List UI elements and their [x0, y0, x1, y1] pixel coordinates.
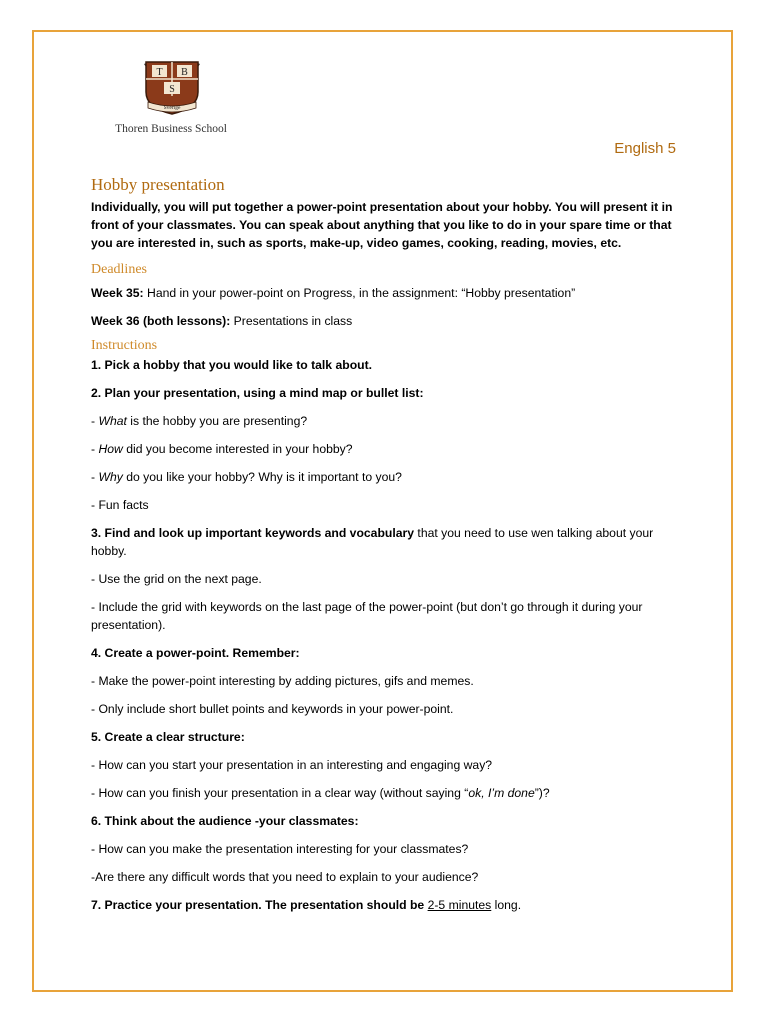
step-5: 5. Create a clear structure: — [91, 730, 245, 744]
school-name: Thoren Business School — [115, 123, 227, 135]
step-2: 2. Plan your presentation, using a mind map or bullet list: — [91, 386, 424, 400]
step-6: 6. Think about the audience -your classmates: — [91, 814, 359, 828]
question-why: - Why do you like your hobby? Why is it important to you? — [91, 470, 402, 484]
audience-tip-2: -Are there any difficult words that you need to explain to your audience? — [91, 870, 479, 884]
fun-facts: - Fun facts — [91, 498, 149, 512]
deadlines-heading: Deadlines — [91, 262, 147, 277]
school-crest-icon — [140, 58, 204, 118]
step-4: 4. Create a power-point. Remember: — [91, 646, 300, 660]
audience-tip-1: - How can you make the presentation interesting for your classmates? — [91, 842, 469, 856]
crest-banner: Sverige — [163, 105, 181, 111]
step-7: 7. Practice your presentation. The presentation should be 2-5 minutes long. — [91, 898, 522, 912]
deadline-week36: Week 36 (both lessons): Presentations in class — [91, 314, 353, 328]
powerpoint-tip-1: - Make the power-point interesting by adding pictures, gifs and memes. — [91, 674, 474, 688]
structure-tip-2: - How can you finish your presentation in a clear way (without saying “ok, I’m done”)? — [91, 786, 550, 800]
deadline-week35: Week 35: Hand in your power-point on Progress, in the assignment: “Hobby presentation” — [91, 286, 576, 300]
structure-tip-1: - How can you start your presentation in an interesting and engaging way? — [91, 758, 493, 772]
question-what: - What is the hobby you are presenting? — [91, 414, 308, 428]
intro-paragraph: Individually, you will put together a power-point presentation about your hobby. You will present it in front of your classmates. You can speak about anything that you like to do in your spare time or that you are interested in, such as sports, make-up, video games, cooking, reading, movies, etc. — [91, 200, 673, 250]
crest-letter-t: T — [156, 67, 163, 78]
grid-note-1: - Use the grid on the next page. — [91, 572, 262, 586]
grid-note-2: - Include the grid with keywords on the last page of the power-point (but don’t go through it during your presentation). — [91, 600, 643, 632]
instructions-heading: Instructions — [91, 338, 158, 353]
crest-letter-b: B — [181, 67, 188, 78]
page-title: Hobby presentation — [91, 175, 225, 194]
course-name: English 5 — [614, 140, 676, 157]
question-how: - How did you become interested in your hobby? — [91, 442, 353, 456]
step-3: 3. Find and look up important keywords and vocabulary that you need to use wen talking about your hobby. — [91, 526, 654, 558]
powerpoint-tip-2: - Only include short bullet points and keywords in your power-point. — [91, 702, 454, 716]
crest-letter-s: S — [169, 84, 175, 95]
step-1: 1. Pick a hobby that you would like to talk about. — [91, 358, 373, 372]
document-body — [91, 174, 691, 924]
